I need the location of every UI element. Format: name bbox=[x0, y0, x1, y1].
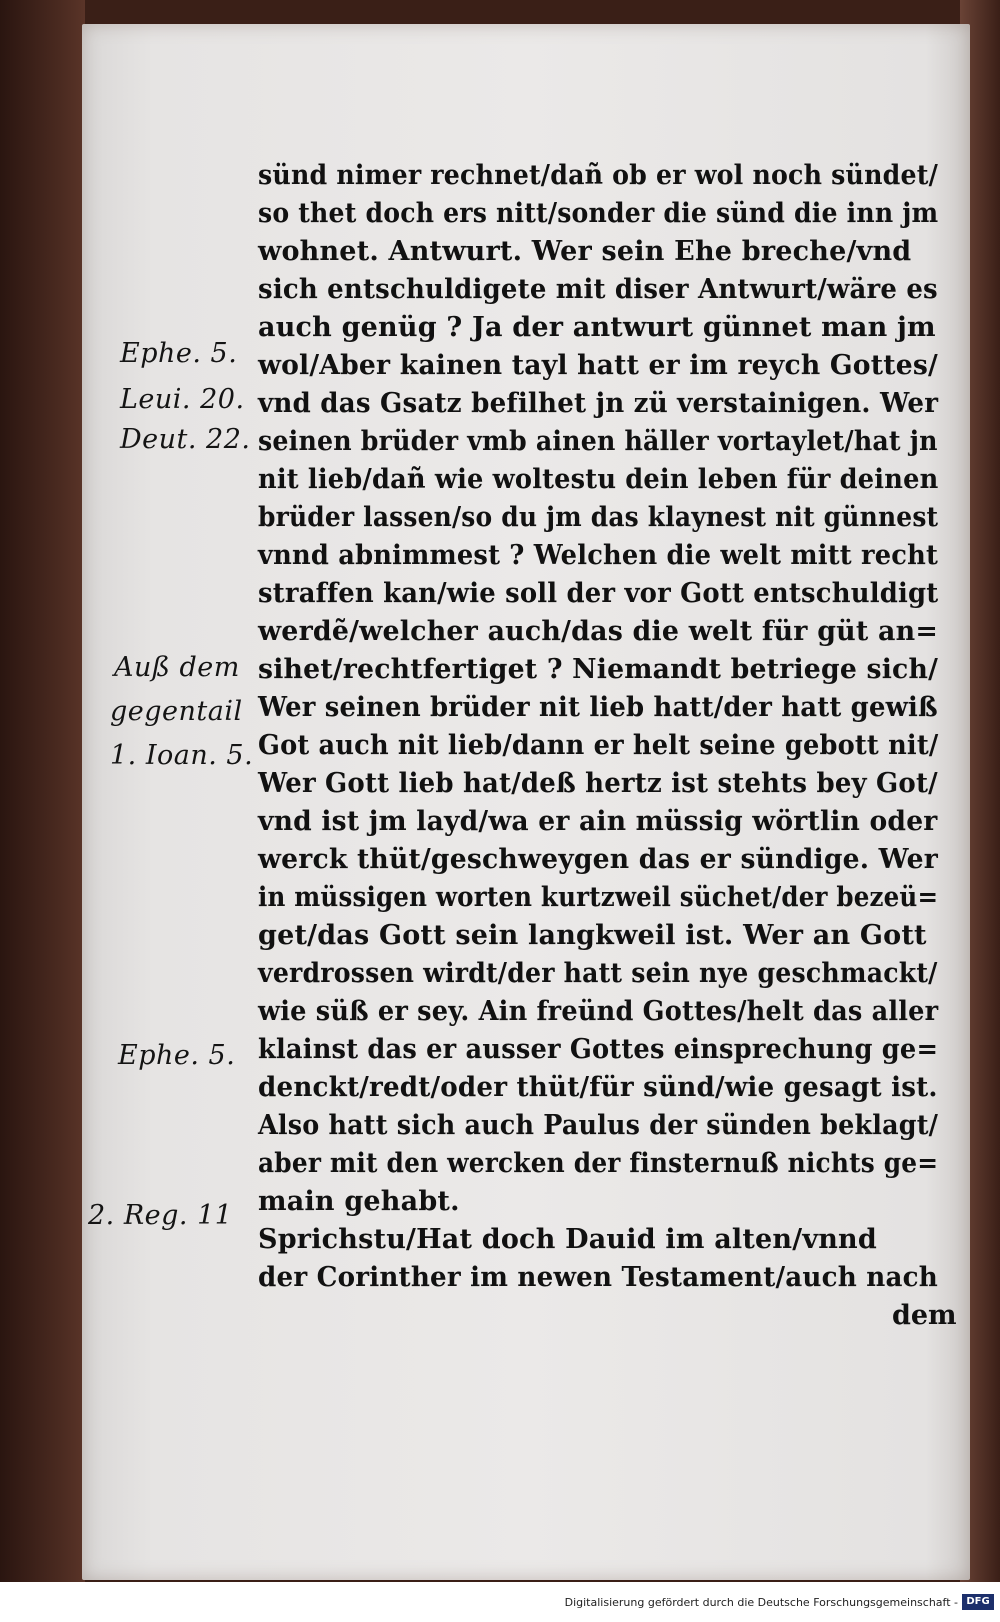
margin-note: Ephe. 5. bbox=[118, 1040, 236, 1071]
text-line: brüder lassen/so du jm das klaynest nit günnest bbox=[258, 502, 939, 533]
text-line: wohnet. Antwurt. Wer sein Ehe breche/vnd bbox=[258, 236, 912, 267]
text-line: Also hatt sich auch Paulus der sünden beklagt/ bbox=[258, 1110, 939, 1141]
margin-note: Auß dem bbox=[114, 652, 240, 683]
text-line: Got auch nit lieb/dann er helt seine gebott nit/ bbox=[258, 730, 939, 761]
text-line: straffen kan/wie soll der vor Gott entschuldigt bbox=[258, 578, 939, 609]
text-line: vnnd abnimmest ? Welchen die welt mitt recht bbox=[258, 540, 939, 571]
margin-note: Leui. 20. bbox=[120, 384, 245, 415]
text-line: werdẽ/welcher auch/das die welt für güt an= bbox=[258, 616, 939, 647]
text-line: seinen brüder vmb ainen häller vortaylet/hat jn bbox=[258, 426, 938, 457]
text-line: werck thüt/geschweygen das er sündige. Wer bbox=[258, 844, 938, 875]
text-line: sich entschuldigete mit diser Antwurt/wäre es bbox=[258, 274, 938, 305]
text-line: auch genüg ? Ja der antwurt günnet man jm bbox=[258, 312, 936, 343]
text-line: Wer Gott lieb hat/deß hertz ist stehts bey Got/ bbox=[258, 768, 938, 799]
text-line: vnd ist jm layd/wa er ain müssig wörtlin oder bbox=[258, 806, 938, 837]
text-line: wie süß er sey. Ain freünd Gottes/helt das aller bbox=[258, 996, 939, 1027]
margin-note: gegentail bbox=[110, 696, 243, 727]
text-line: main gehabt. bbox=[258, 1186, 460, 1217]
dfg-logo: DFG bbox=[962, 1594, 994, 1610]
text-line: sünd nimer rechnet/dañ ob er wol noch sündet/ bbox=[258, 160, 938, 191]
margin-note: 2. Reg. 11 bbox=[88, 1200, 233, 1231]
text-line: der Corinther im newen Testament/auch nach bbox=[258, 1262, 938, 1293]
text-line: klainst das er ausser Gottes einsprechung ge= bbox=[258, 1034, 939, 1065]
text-line: get/das Gott sein langkweil ist. Wer an Gott bbox=[258, 920, 927, 951]
text-line: in müssigen worten kurtzweil süchet/der bezeü= bbox=[258, 882, 939, 913]
footer-bar bbox=[0, 1582, 1000, 1622]
margin-note: Deut. 22. bbox=[120, 424, 251, 455]
text-line: nit lieb/dañ wie woltestu dein leben für deinen bbox=[258, 464, 939, 495]
text-line: wol/Aber kainen tayl hatt er im reych Gottes/ bbox=[258, 350, 938, 381]
catchword: dem bbox=[892, 1300, 957, 1331]
text-line: vnd das Gsatz befilhet jn zü verstainigen. Wer bbox=[258, 388, 939, 419]
funding-credit: Digitalisierung gefördert durch die Deutsche Forschungsgemeinschaft - bbox=[564, 1596, 958, 1609]
text-line: Wer seinen brüder nit lieb hatt/der hatt gewiß bbox=[258, 692, 938, 723]
text-line: so thet doch ers nitt/sonder die sünd die inn jm bbox=[258, 198, 939, 229]
margin-note: Ephe. 5. bbox=[120, 338, 238, 369]
text-line: aber mit den wercken der finsternuß nichts ge= bbox=[258, 1148, 939, 1179]
margin-note: 1. Ioan. 5. bbox=[110, 740, 254, 771]
text-line: Sprichstu/Hat doch Dauid im alten/vnnd bbox=[258, 1224, 877, 1255]
text-line: denckt/redt/oder thüt/für sünd/wie gesagt ist. bbox=[258, 1072, 938, 1103]
text-line: sihet/rechtfertiget ? Niemandt betriege sich/ bbox=[258, 654, 939, 685]
text-line: verdrossen wirdt/der hatt sein nye geschmackt/ bbox=[258, 958, 938, 989]
book-edge-left bbox=[0, 0, 85, 1582]
